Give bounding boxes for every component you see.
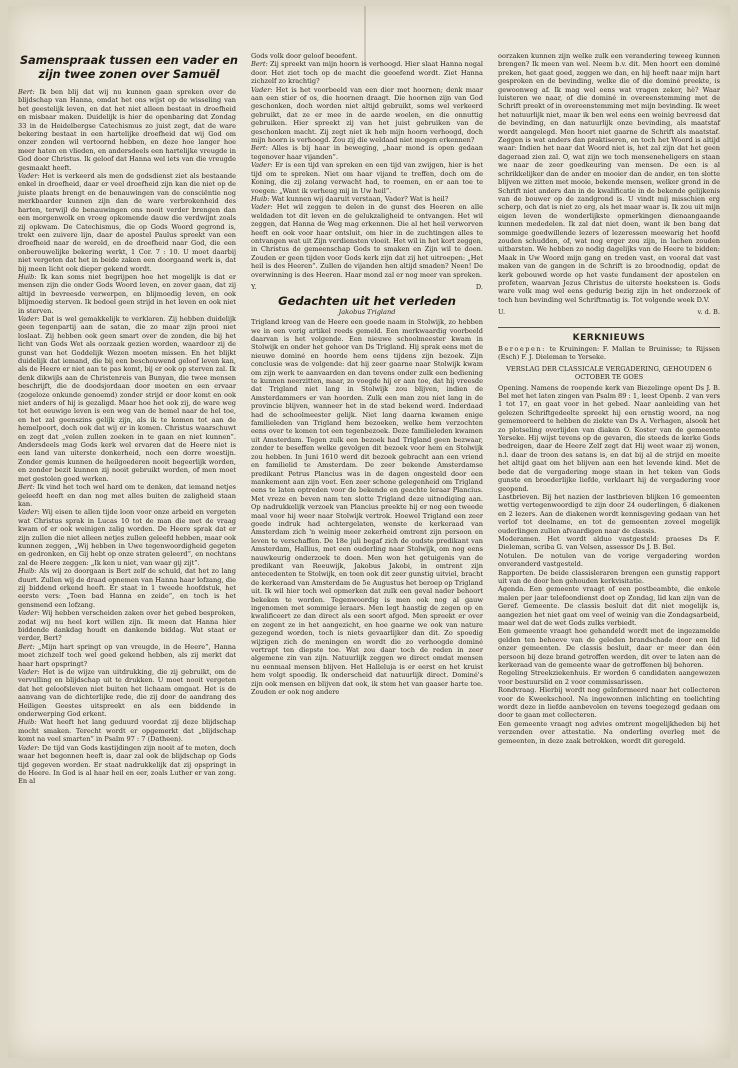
beroepen-label: Beroepen: [498, 345, 546, 353]
signature-2 [498, 308, 720, 316]
signature-1-left: Y. [251, 282, 257, 291]
dialogue-paragraph [251, 60, 483, 85]
speaker-label: Bert: [18, 642, 35, 651]
section-divider [498, 327, 720, 328]
speaker-label: Huib: [18, 567, 37, 576]
verslag-body [498, 384, 720, 745]
dialogue-paragraph [251, 203, 483, 279]
article2-author: Jakobus Trigland [338, 307, 396, 316]
verslag-paragraph: Opening. Namens de roepende kerk van Biezelinge opent Ds J. B. Bel met het laten zingen van Psalm 89 : 1, leest Openb. 2 van vers 1 tot 17, en gaat voor in het gebed. Naar aanleiding van het gelezen Schriftgedeelte spreekt hij een ernstig woord, na nog gememoreerd te hebben de ziekte van Ds A. Verhagen, alsook het zo plotseling overlijden van diaken O. Koster van de gemeente Yerseke. Hij wijst tevens op de gevaren, die steeds de kerke Gods bedreigen, daar de Heere Zelf zegt dat Hij weet waar zij wonen, n.l. daar de troon des satans is, en dat bij al de strijd en moeite het altijd gaat om het blijven aan een het levende kind. Met de bede dat de vergadering moge staan in het teken van Gods gunste en broederlijke liefde, verklaart hij de vergadering voor geopend. [498, 383, 720, 493]
dialogue-paragraph [251, 52, 483, 60]
dialogue-text: Het wil zeggen te delen in de gunst des Heeren en alle weldaden tot dit leven en de gelukzaligheid te ontvangen. Het wil zeggen, dat Hanna de Weg mag erkennen. Die al het heil verworven heeft en ook voor haar ontsluit, om hier in de zuchtingen alles te ontvangen wat uit Zijn verdiensten vloeit. Het wil in het kort zeggen, in Christus de gemeenschap Gods te smaken en Zijn wil te doen. Zouden er geen tijden voor Gods kerk zijn dat zij het uitroepen: „Het heil is des Heeren”. Zullen de vijanden hen altijd smaden? Neen! De overwinning is des Heeren. Haar mond zal er nog meer van spreken. [251, 203, 483, 279]
column-3 [498, 52, 720, 745]
speaker-label: Bert: [18, 88, 35, 96]
dialogue-text: Gods volk door geloof beoefent. [251, 52, 358, 60]
dialogue-text: Dat is wel gemakkelijk te verklaren. Zij hebben duidelijk geen tegenpartij aan de satan, die zo maar zijn prooi niet loslaat. Zij hebben ook geen smart over de zonden, die bij het licht van Gods Wet als oorzaak gezien worden, waardoor zij de gunst van het Goddelijk Wezen moeten missen. En het blijkt duidelijk dat iemand, die bij een beschouwend geloof leven kan, als de Heere er niet aan te pas komt, bij er ook op sterven zal. Ik denk dikwijls aan de Christenreis van Bunyan, die twee mensen beschrijft, die de doodsjordaan door moeten en een ervaar (zogeloze onkunde genoemd) zonder strijd er door komt en ook niet anders of hij is gezaligd. Maar hoe het ook zij, de ware weg tot het eeuwige leven is een weg van de hemel naar de hel toe, en het zal geenszins gelijk zijn, als ik te komen tot aan de hemelpoort, doch ook dat wij er in komen. Christus waarschuwt en zegt dat „velen zullen zoeken in te gaan en niet kunnen”. Andersdeels mag Gods kerk wel ervaren dat de Heere niet is een land van uiterste donkerheid, noch een dorre woestijn. Zonder gemis kunnen de heilgoederen nooit begeerlijk worden, en zonder bezit kunnen zij nooit gebruikt worden, of men moet met gestolen goed werken. [18, 314, 236, 483]
kerknieuws-heading: KERKNIEUWS [572, 332, 646, 343]
dialogue-text: Zij spreekt van mijn hoorn is verhoogd. Hier slaat Hanna nogal door. Het ziet toch op de macht die geoefend wordt. Ziet Hanna zichzelf zo krachtig? [251, 60, 483, 86]
dialogue-text: Het is de wijze van uitdrukking, die zij gebruikt, om de vervulling en blijdschap uit te drukken. U moet nooit vergeten dat het geloofsleven niet buiten het lichaam omgaat. Het is de aanvang van de dichterlijke rede, die zij door de aandrang des Heiligen Geestes uitspreekt en als een biddende in onderwerping God erkent. [18, 668, 236, 719]
column-2 [251, 52, 483, 696]
dialogue-text: Wat heeft het lang geduurd voordat zij deze blijdschap mocht smaken. Terecht wordt er opgemerkt dat „blijdschap komt na veel smarten” in Psalm 97 : 7 (Datheen). [18, 718, 236, 744]
speaker-label: Vader: [251, 85, 273, 94]
verslag-paragraph: Een gemeente vraagt hoe gehandeld wordt met de ingezamelde gelden ten behoeve van de geleden brandschade door een lid onzer gemeenten. De classis besluit, daar er meer dan één persoon bij deze brand getroffen werden, dit over te laten aan de kerkeraad van de gemeente waar de getroffenen bij behoren. [498, 627, 720, 670]
beroepen-text: te Kruiningen: F. Mallan te Bruinisse; te Rijssen (Esch) F. J. Dieleman te Yerseke. [498, 345, 720, 362]
dialogue-text: Er is een tijd van spreken en een tijd van zwijgen, hier is het tijd om te spreken. Niet om haar vijand te treffen, doch om de Koning, die zij zolang verwacht had, te roemen, en er aan toe te voegen: „Want ik verheug mij in Uw heil”. [251, 161, 483, 195]
dialogue-text: Alles is bij haar in beweging, „haar mond is open gedaan tegenover haar vijanden”. [251, 144, 483, 161]
speaker-label: Vader: [18, 609, 40, 618]
verslag-title: VERSLAG DER CLASSICALE VERGADERING, GEHOUDEN 6 OCTOBER TE GOES [506, 364, 712, 382]
dialogue-text: Wat kunnen wij daaruit verstaan, Vader? Wat is heil? [271, 194, 449, 203]
dialogue-text: Ik vind het toch wel hard om te denken, dat iemand netjes geleefd heeft en dan nog met alles buiten de zaligheid staan kan. [18, 483, 236, 508]
article2-continued: oorzaken kunnen zijn welke zulk een verandering teweeg kunnen brengen? Ik meen van wel. Neem b.v. dit. Men hoort een dominé preken, het gaat goed, zeggen we dan, en hij heeft naar mijn hart gesproken en de bevinding, welke die of die dominé preekte, is gewoonweg af. Ik mag wel eens wat vragen zeker, hè? Waar luisteren we naar, of die dominé in overeenstemming met de Schrift preekt of in overeenstemming met mijn bevinding. Ik weet het natuurlijk niet, maar ik ben wel eens een weinig bevreesd dat de bevinding, en dan natuurlijk onze bevinding, als maatstaf wordt aangelegd. Men hoort niet gaarne de Schrift als maatstaf. Zeggen is wat anders dan praktiseren, en toch het Woord is altijd waar: Indien het naar dat Woord niet is, het zal zijn dat het geen dageraad zien zal. O, wat zijn we toch menseneheligers en staan we naar de zeer goedkeuring van mensen. De een is al schrikkelijker dan de ander en mooier dan de ander, en ten slotte blijven we zitten met mooie, bekende mensen, welker grond in de Schrift niet anders dan in de kwalificatie in de bekende gelijkenis van de bouwer op de zandgrond is. U vindt mij misschien erg scherp, och dat is niet zo erg, als het maar waar is. Ik zou uit mijn eigen leven de wonderlijkste opmerkingen dienaangaande kunnen mededelen. Ik zal dat niet doen, want ik ben bang dat sommige goedwillende lezers of lezeressen meewarig het hoofd zouden schudden, of, wat nog erger zou zijn, in lachen zouden uitbarsten. We hebben zo nodig dagelijks van de Heere te bidden: Maak in Uw Woord mijn gang en treden vast, en vooral dat vast maken van de gangen in de Schrift is zo broodnodig, opdat de kerk gebouwd worde op het vaste fundament der apostelen en profeten, waarvan Jezus Christus de uiterste hoeksteen is. Gods ware volk mag wel eens gedurig bezig zijn in het onderzoek of toch hun bevinding wel Schriftmatig is. Tot volgende week D.V. [498, 52, 720, 304]
dialogue-paragraph [18, 273, 236, 315]
verslag-paragraph: Moderamen. Het wordt alduo vastgesteld: praeses Ds F. Dieleman, scriba G. van Velsen, assessor Ds J. B. Bel. [498, 534, 720, 552]
verslag-paragraph: Rapporten. De beide classisleraren brengen een gunstig rapport uit van de door hen gehouden kerkvisitatie. [498, 568, 720, 585]
dialogue-text: Ik ben blij dat wij nu kunnen gaan spreken over de blijdschap van Hanna, omdat het ons wijst op de wisseling van het geestelijk leven, en dat het niet alleen bestaat in droefheid en misbaar maken. Duidelijk is hier de openbaring dat Zondag 33 in de Heidelbergse Catechismus zo juist zegt, dat de ware bekering bestaat in een hartelijke droefheid dat wij God om onzer zonden wil vertoornd hebben, en deze hoe langer hoe meer haten en vlieden, en andersdeels een hartelijke vreugde in God door Christus. Ik geloof dat Hanna wel iets van die vreugde gesmaakt heeft. [18, 88, 236, 172]
dialogue-paragraph [18, 567, 236, 609]
dialogue-paragraph [18, 744, 236, 786]
speaker-label: Huib: [18, 718, 37, 727]
dialogue-paragraph [251, 161, 483, 195]
speaker-label: Vader: [251, 203, 273, 212]
dialogue-paragraph [251, 86, 483, 145]
dialogue-paragraph [18, 609, 236, 643]
dialogue-paragraph [18, 315, 236, 483]
article1-title: Samenspraak tussen een vader en zijn twee zonen over Samuël [20, 54, 238, 81]
dialogue-paragraph [18, 668, 236, 718]
speaker-label: Vader: [18, 668, 40, 677]
speaker-label: Bert: [18, 483, 35, 492]
dialogue-paragraph [251, 195, 483, 203]
verslag-paragraph: Lastbrieven. Bij het nazien der lastbrieven blijken 16 gemeenten wettig vertegenwoordigd te zijn door 24 ouderlingen, 6 diakenen en 2 lezers. Aan de diakenen wordt kennisgeving gedaan van het verlof tot deelname, en tot de gemeenten zoveel mogelijk ouderlingen zullen afvaardigen naar de classis. [498, 492, 720, 535]
speaker-label: Huib: [18, 272, 37, 281]
dialogue-text: „Mijn hart springt op van vreugde, in de Heere”, Hanna moet zichzelf toch wel goed gekend hebben, als zij merkt dat haar hart opspringt? [18, 642, 236, 668]
signature-1 [251, 283, 483, 291]
dialogue-text: De tijd van Gods kastijdingen zijn nooit af te meten, doch waar het begonnen heeft is, daar zal ook de blijdschap op Gods tijd gegeven worden. Er staat nadrukkelijk dat zij opspringt in de Heere. In God is al haar heil en eer, zoals Luther er van zong. En al [18, 743, 236, 786]
speaker-label: Bert: [251, 144, 268, 153]
dialogue-text: Wij eisen te allen tijde loon voor onze arbeid en vergeten wat Christus sprak in Lucas 10 tot de man die met de vraag kwam of er ook weinigen zalig worden. De Heere sprak dat er zijn zullen die niet alleen netjes zullen geleefd hebben, maar ook kunnen zeggen, „Wij hebben in Uwe tegenwoordigheid gegeten en gedronken, en Gij hebt op onze straten geleerd”, en nochtans zal de Heere zeggen: „Ik ken u niet, van waar gij zijt”. [18, 508, 236, 567]
newspaper-page [8, 6, 730, 1058]
dialogue-text: Als wij zo doorgaan is Bert zelf de schuld, dat het zo lang duurt. Zullen wij de draad opnemen van Hanna haar lofzang, die zij biddend erkend heeft. Er staat in 1 tweede hoofdstuk, het eerste vers: „Toen bad Hanna en zeide”, en toch is het gensmend een lofzang. [18, 567, 236, 609]
dialogue-paragraph [18, 483, 236, 508]
speaker-label: Vader: [18, 314, 40, 323]
article2-title: Gedachten uit het verleden [278, 294, 456, 309]
signature-2-left: U. [498, 308, 506, 317]
dialogue-text: Ik kan soms niet begrijpen hoe het mogelijk is dat er mensen zijn die onder Gods Woord leven, en zover gaan, dat zij altijd in bevreesde verwerpen, en blijmoedig leven, en ook blijmoedig sterven. Ik bedoel geen strijd in het leven en ook niet in sterven. [18, 272, 236, 315]
dialogue-paragraph [251, 144, 483, 161]
speaker-label: Vader: [18, 508, 40, 517]
article2-body: Trigland kreeg van de Heere een goede naam in Stolwijk, zo hebben we in een vorig artikel reeds gemeld. Een merkwaardig voorbeeld daarvan is het volgende. Een nieuwe schoolmeester kwam in Stolwijk en onder het gehoor van Ds Trigland. Hij sprak eens met de nieuwe dominé en hoorde hem eens tijdens zijn bezoek. Zijn conclusie was de volgende: dat hij zeer gaarne naar Stolwijk kwam om zijn werk te aanvaarden en dan tevens onder zulk een bediening te kunnen neerzitten, maar, zo voegde hij er aan toe, dat hij vreesde dat Trigland niet lang in Stolwijk zou blijven, indien de Amsterdammers er van hoorden. Zulk een man zou niet lang in de provincie blijven, wanneer het in de stad bekend werd. Inderdaad had de schoolmeester gelijk. Niet lang daarna kwamen enige familieleden van Trigland hem bezoeken, welke hem verzochten eens over te komen tot een tegenbezoek. Deze familieleden kwamen uit Amsterdam. Tegen zulk een bezoek had Trigland geen bezwaar, zonder te beseffen welke gevolgen dit bezoek voor hem en Stolwijk zou hebben. In Juni 1610 werd dit bezoek gebracht aan een vriend en familielid te Amsterdam. De zeer bekende Amsterdamse predikant Petrus Plancius was in de dagen ongesteld door een mankement aan zijn voet. Een zeer schone gelegenheid om Trigland eens te laten optreden voor de bekende en geachte leraar Plancius. Met vreze en beven nam ten slotte Trigland deze uitnodiging aan. Op nadrukkelijk verzoek van Plancius preekte hij er nog een tweede maal voor hij weer naar Stolwijk vertrok. Hoewel Trigland een zeer goede indruk had achtergelaten, wenste de kerkeraad van Amsterdam zich 'n weinig meer zekerheid omtrent zijn persoon en leven te verschaffen. De 18e juli begaf zich de oudste predikant van Amsterdam, Hallius, met een ouderling naar Stolwijk, om nog eens nauwkeurig onderzoek te doen. Men won het getuigenis van de predikant van Reeuwijk, Jakobus Jakobi, in omtrent zijn antecedenten te Stolwijk, en toen ook dit zeer gunstig uitviel, bracht de kerkeraad van Amsterdam de 5e Augustus het beroep op Trigland uit. Ik wil hier toch wel opmerken dat zulk een geval nader behoort bekeken te worden. Tegenwoordig is men ook nog al gauw ingenomen met sommige leraars. Men legt haastig de zegen op en kwalificeert ze dan direct als een soort afgod. Men spreekt er over en zegent ze in het aangezicht, en hoe gaarne we ook van nature gezegend worden, toch is niets gevaarlijker dan dit. Zo spoedig wijzigen zich de meningen en wordt die zo verhoogde dominé vertrapt ten diepste toe. Wat zou daar toch de reden in zeer algemene zin van zijn. Natuurlijk zeggen we direct omdat mensen nu eenmaal mensen blijven. Het Halleluja is er eerst en het kruist hem volgt spoedig. Ik onderscheid dat natuurlijk direct. Dominé's zijn ook mensen en blijven dat ook, ik stem het van gaaser harte toe. Zouden er ook nog andere [251, 318, 483, 697]
dialogue-paragraph [18, 172, 236, 273]
dialogue-paragraph [18, 88, 236, 172]
speaker-label: Vader: [251, 161, 273, 170]
speaker-label: Bert: [251, 60, 268, 69]
verslag-paragraph: Notulen. De notulen van de vorige vergadering worden onveranderd vastgesteld. [498, 551, 720, 569]
speaker-label: Vader: [18, 743, 40, 752]
verslag-paragraph: Een gemeente vraagt nog advies omtrent mogelijkheden bij het verzenden over attestatie. Na onderling overleg met de gemeenten, in deze zaak betrokken, wordt dit geregeld. [498, 719, 720, 745]
signature-1-right: D. [475, 282, 483, 291]
dialogue-text: Het is het voorbeeld van een dier met hoornen; denk maar aan een stier of os, die hoornen draagt. Die hoornen zijn van God geschonken, doch worden niet altijd gebruikt, soms wel verkeerd gebruikt, dat ze er mee in de aarde woelen, en die onnuttig gebruiken. Hier spreekt zij van het juist gebruiken van de geschonken macht. Zij zegt niet ik heb mijn hoorn verhoogd, doch mijn hoorn is verhoogd. Zou zij die weldaad niet mogen erkennen? [251, 85, 483, 145]
verslag-paragraph: Agenda. Een gemeente vraagt of een postbeambte, die enkele malen per jaar telefoondienst doet op Zondag, lid kan zijn van de Geref. Gemeente. De classis besluit dat dit niet mogelijk is, aangezien het niet gaat om veel of weinig van die Zondagsarbeid, maar wel dat de wet Gods zulks verbiedt. [498, 585, 720, 627]
speaker-label: Huib: [251, 194, 270, 203]
speaker-label: Vader: [18, 172, 40, 181]
dialogue-paragraph [18, 643, 236, 668]
column-1 [18, 88, 236, 786]
dialogue-paragraph [18, 718, 236, 743]
beroepen [498, 345, 720, 362]
signature-2-right: v. d. B. [697, 308, 720, 317]
dialogue-text: Het is verkeerd als men de godsdienst ziet als bestaande enkel in droefheid, daar er veel droefheid zijn kan die niet op de juiste plaats brengt en de benauwingen van de consciëntie nog merkbaarder kunnen zijn dan de ware verbrokenheid des harten, terwijl de benauwingen ons nooit verder brengen dan een morgenwolk en vroeg opkomende dauw die verdwijnt zoals zij opkwam. De Catechismus, die op Gods Woord gegrond is, trekt een zuivere lijn, daar de apostel Paulus spreekt van een droefheid naar de wereld, en de droefheid naar God, die een onberouwelijke bekering werkt, 1 Cor. 7 : 10. U moet daarbij niet vergeten dat het in beide zaken een doorgaand werk is, dat bij meen licht ook dieper gekend wordt. [18, 172, 236, 273]
verslag-paragraph: Rondvraag. Hierbij wordt nog geïnformeerd naar het collecteren voor de Kweekschool. Na ingewonnen inlichting en toelichting wordt deze in liefde aanbevolen en tevens toegezegd gedaan om door te gaan met collecteren. [498, 686, 720, 720]
article1-continued [251, 52, 483, 279]
dialogue-text: Wij hebben verscheiden zaken over het gebed besproken, zodat wij nu heel kort willen zijn. Ik meen dat Hanna hier biddende dankdag houdt en dankende biddag. Wat staat er verder, Bert? [18, 609, 236, 643]
dialogue-paragraph [18, 508, 236, 567]
verslag-paragraph: Regeling Streekziekenhuis. Er worden 6 candidaten aangewezen voor bestuurslid en 2 voor commissarissen. [498, 669, 720, 686]
